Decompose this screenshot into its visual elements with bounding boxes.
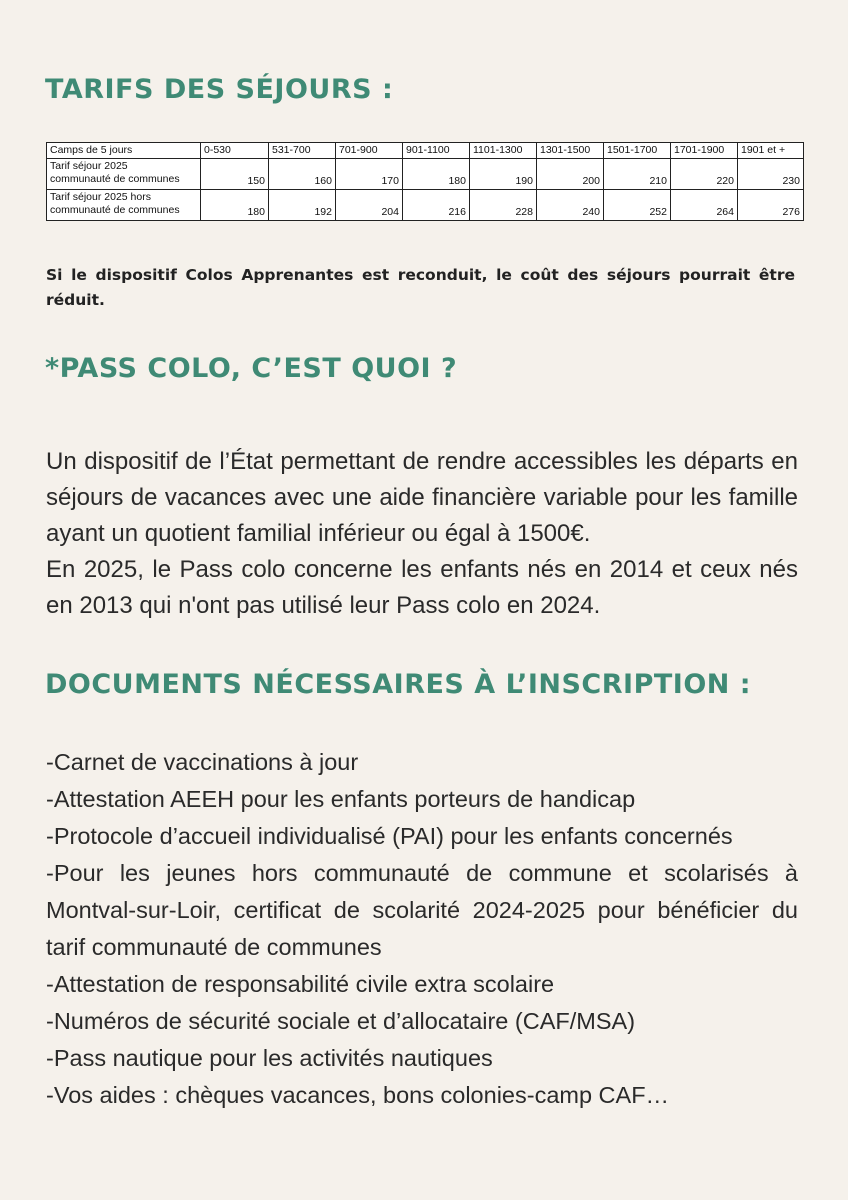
- list-item: -Numéros de sécurité sociale et d’allocataire (CAF/MSA): [46, 1008, 636, 1034]
- table-header-row: [47, 143, 804, 159]
- pass-colo-description: [46, 444, 798, 624]
- reduction-note: Si le dispositif Colos Apprenantes est reconduit, le coût des séjours pourrait être réduit.: [46, 266, 795, 309]
- table-cell: 150: [201, 159, 269, 190]
- table-cell: 276: [738, 190, 804, 221]
- row-label-line2: communauté de communes: [50, 204, 180, 216]
- table-header-cell: 1701-1900: [671, 143, 738, 159]
- table-cell: 216: [403, 190, 470, 221]
- row-label: [47, 159, 201, 190]
- table-header-cell: 0-530: [201, 143, 269, 159]
- list-item: -Pass nautique pour les activités nautiques: [46, 1045, 493, 1071]
- table-header-cell: 901-1100: [403, 143, 470, 159]
- table-row-intra: [47, 159, 804, 190]
- list-item: -Attestation AEEH pour les enfants porteurs de handicap: [46, 786, 636, 812]
- table-cell: 210: [604, 159, 671, 190]
- row-label-line1: Tarif séjour 2025 hors: [50, 191, 151, 203]
- pass-colo-paragraph-2: En 2025, le Pass colo concerne les enfants nés en 2014 et ceux nés en 2013 qui n'ont pas utilisé leur Pass colo en 2024.: [46, 556, 798, 619]
- table-cell: 230: [738, 159, 804, 190]
- table-cell: 170: [336, 159, 403, 190]
- table-cell: 160: [269, 159, 336, 190]
- table-cell: 204: [336, 190, 403, 221]
- table-header-cell: 701-900: [336, 143, 403, 159]
- table-header-cell: 531-700: [269, 143, 336, 159]
- documents-heading: DOCUMENTS NÉCESSAIRES À L’INSCRIPTION :: [45, 669, 752, 700]
- table-header-cell: 1901 et +: [738, 143, 804, 159]
- table-cell: 180: [201, 190, 269, 221]
- documents-list: [46, 744, 798, 1114]
- list-item: -Carnet de vaccinations à jour: [46, 749, 359, 775]
- list-item: -Pour les jeunes hors communauté de commune et scolarisés à Montval-sur-Loir, certificat de scolarité 2024-2025 pour bénéficier du tarif communauté de communes: [46, 860, 798, 960]
- tarifs-table: [46, 142, 804, 221]
- row-label-line2: communauté de communes: [50, 173, 180, 185]
- row-label: [47, 190, 201, 221]
- table-header-cell: Camps de 5 jours: [47, 143, 201, 159]
- table-row-hors: [47, 190, 804, 221]
- list-item: -Vos aides : chèques vacances, bons colonies-camp CAF…: [46, 1082, 670, 1108]
- table-cell: 190: [470, 159, 537, 190]
- table-header-cell: 1501-1700: [604, 143, 671, 159]
- table-cell: 192: [269, 190, 336, 221]
- tarifs-heading: TARIFS DES SÉJOURS :: [45, 74, 394, 105]
- list-item: -Attestation de responsabilité civile extra scolaire: [46, 971, 555, 997]
- table-cell: 220: [671, 159, 738, 190]
- table-header-cell: 1101-1300: [470, 143, 537, 159]
- table-cell: 228: [470, 190, 537, 221]
- row-label-line1: Tarif séjour 2025: [50, 160, 128, 172]
- table-cell: 200: [537, 159, 604, 190]
- pass-colo-heading: *PASS COLO, C’EST QUOI ?: [45, 353, 458, 384]
- table-header-cell: 1301-1500: [537, 143, 604, 159]
- table-cell: 180: [403, 159, 470, 190]
- list-item: -Protocole d’accueil individualisé (PAI) pour les enfants concernés: [46, 823, 733, 849]
- table-cell: 264: [671, 190, 738, 221]
- table-cell: 252: [604, 190, 671, 221]
- pass-colo-paragraph-1: Un dispositif de l’État permettant de rendre accessibles les départs en séjours de vacances avec une aide financière variable pour les famille ayant un quotient familial inférieur ou égal à 1500€.: [46, 448, 798, 547]
- table-cell: 240: [537, 190, 604, 221]
